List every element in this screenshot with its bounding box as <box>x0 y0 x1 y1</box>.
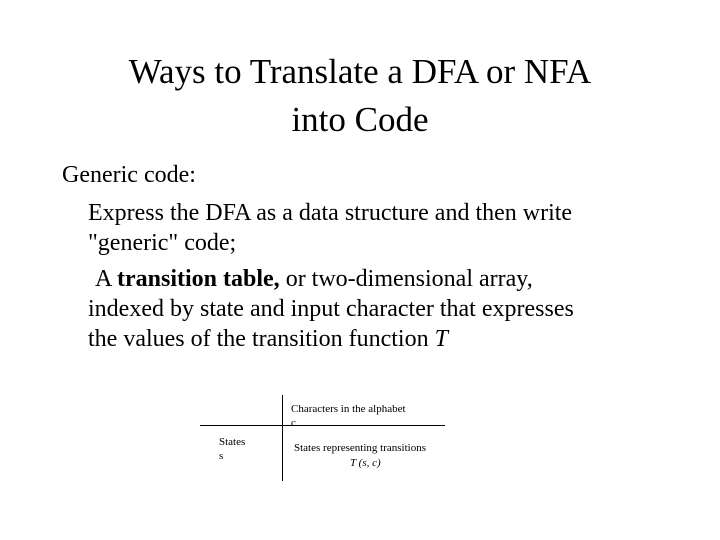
generic-code-label: Generic code: <box>62 162 196 188</box>
transition-table-term: transition table, <box>117 266 280 292</box>
column-variable: c <box>291 417 296 429</box>
title-line-1: Ways to Translate a DFA or NFA <box>128 52 592 91</box>
column-header: Characters in the alphabet <box>291 403 406 415</box>
slide-title <box>0 48 720 144</box>
body-line-4-prefix: A <box>95 266 118 292</box>
title-line-2: into Code <box>291 100 429 139</box>
cell-description: States representing transitions <box>294 442 426 454</box>
body-line-4-rest: or two-dimensional array, <box>279 266 533 292</box>
row-variable: s <box>219 450 224 462</box>
body-line-6 <box>88 324 448 354</box>
table-horizontal-rule <box>200 425 445 426</box>
body-line-3: "generic" code; <box>88 230 237 256</box>
body-line-6-prefix: the values of the transition function <box>88 326 435 352</box>
body-line-2: Express the DFA as a data structure and then write <box>88 200 573 226</box>
row-header: States <box>219 436 246 448</box>
body-line-4 <box>95 264 533 294</box>
body-line-5: indexed by state and input character that expresses <box>88 296 574 322</box>
transition-function-var: T <box>434 326 448 352</box>
table-vertical-rule <box>282 395 283 481</box>
cell-formula: T (s, c) <box>350 457 381 469</box>
